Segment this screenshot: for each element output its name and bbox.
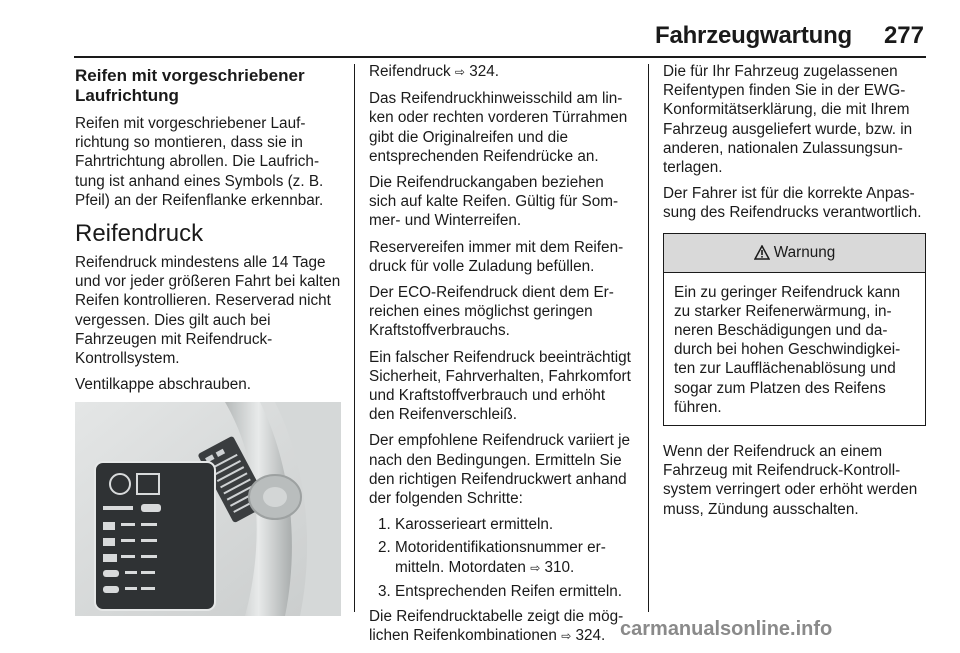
column-divider	[354, 64, 355, 612]
reference-page: 310.	[544, 558, 575, 576]
paragraph	[369, 607, 632, 646]
header-title: Fahrzeugwartung	[654, 22, 852, 49]
warning-triangle-icon	[754, 245, 770, 260]
page-number: 277	[883, 22, 924, 49]
reference-page: 324.	[575, 627, 606, 645]
paragraph: Die Reifendruckangaben beziehen sich auf kalte Reifen. Gültig für Sommer- und Winterreifen.	[369, 174, 619, 230]
column-middle	[369, 62, 632, 653]
section-title: Reifendruck	[75, 220, 204, 248]
page-reference-arrow-icon: ⇨	[530, 560, 541, 575]
paragraph: Ventilkappe abschrauben.	[75, 376, 252, 394]
paragraph: Ein falscher Reifendruck beeinträchtigt Sicherheit, Fahrverhalten, Fahrkomfort und Kraftstoffverbrauch und erhöht den Reifenverschleiß.	[369, 348, 631, 424]
column-right	[663, 62, 926, 526]
warning-box	[663, 233, 926, 426]
steps-list	[369, 515, 632, 601]
paragraph: Reifen mit vorgeschriebener Laufrichtung so montieren, dass sie in Fahrtrichtung abrollen. Die Laufrichtung ist anhand eines Symbols (z. B. Pfeil) an der Reifenflanke erkennbar.	[75, 115, 324, 209]
paragraph: Wenn der Reifendruck an einem Fahrzeug mit Reifendruck-Kontrollsystem verringert oder erhöht werden muss, Zündung ausschalten.	[663, 443, 918, 518]
column-left	[75, 62, 343, 616]
paragraph: Der ECO-Reifendruck dient dem Erreichen eines möglichst geringen Kraftstoffverbrauchs.	[369, 284, 614, 340]
column-divider	[648, 64, 649, 612]
tire-pressure-label-photo	[75, 402, 341, 616]
text: Motoridentifikationsnummer ermitteln. Motordaten	[395, 539, 606, 576]
watermark: carmanualsonline.info	[620, 618, 833, 640]
text: Die Reifendrucktabelle zeigt die möglichen Reifenkombinationen	[369, 608, 624, 645]
paragraph: Das Reifendruckhinweisschild am linken oder rechten vorderen Türrahmen gibt die Originalreifen und die entsprechenden Reifendrücke an.	[369, 90, 628, 165]
text: Reifendruck	[369, 63, 455, 80]
page-reference-arrow-icon: ⇨	[561, 629, 572, 644]
header-rule	[74, 56, 926, 58]
warning-header	[664, 234, 925, 273]
page-reference-arrow-icon: ⇨	[454, 65, 465, 79]
paragraph: Reservereifen immer mit dem Reifendruck für volle Zuladung befüllen.	[369, 238, 624, 275]
list-item: 3. Entsprechenden Reifen ermitteln.	[395, 582, 632, 601]
paragraph	[369, 62, 632, 82]
paragraph: Die für Ihr Fahrzeug zugelassenen Reifentypen finden Sie in der EWG-Konformitätserklärung, die mit Ihrem Fahrzeug ausgeliefert wurde, bzw. in anderen, nationalen Zulassungsunterlagen.	[663, 63, 913, 177]
subheading-laufrichtung: Reifen mit vorgeschriebener Laufrichtung	[75, 66, 305, 105]
reference-page: 324.	[469, 63, 499, 80]
warning-title: Warnung	[773, 244, 836, 262]
list-item: 1. Karosserieart ermitteln.	[395, 515, 632, 534]
page-header	[0, 0, 960, 56]
paragraph: Der Fahrer ist für die korrekte Anpassung des Reifendrucks verantwortlich.	[663, 185, 922, 222]
warning-body: Ein zu geringer Reifendruck kann zu starker Reifenerwärmung, inneren Beschädigungen und dadurch bei hohen Geschwindigkeiten zur Laufflächenablösung und sogar zum Platzen des Reifens führen.	[674, 283, 901, 416]
list-item	[395, 538, 632, 577]
paragraph: Reifendruck mindestens alle 14 Tage und vor jeder größeren Fahrt bei kalten Reifen kontrollieren. Reserverad nicht vergessen. Dies gilt auch bei Fahrzeugen mit Reifendruck-Kontrollsystem.	[75, 254, 341, 368]
paragraph: Der empfohlene Reifendruck variiert je nach den Bedingungen. Ermitteln Sie den richtigen Reifendruckwert anhand der folgenden Schritte:	[369, 432, 631, 508]
